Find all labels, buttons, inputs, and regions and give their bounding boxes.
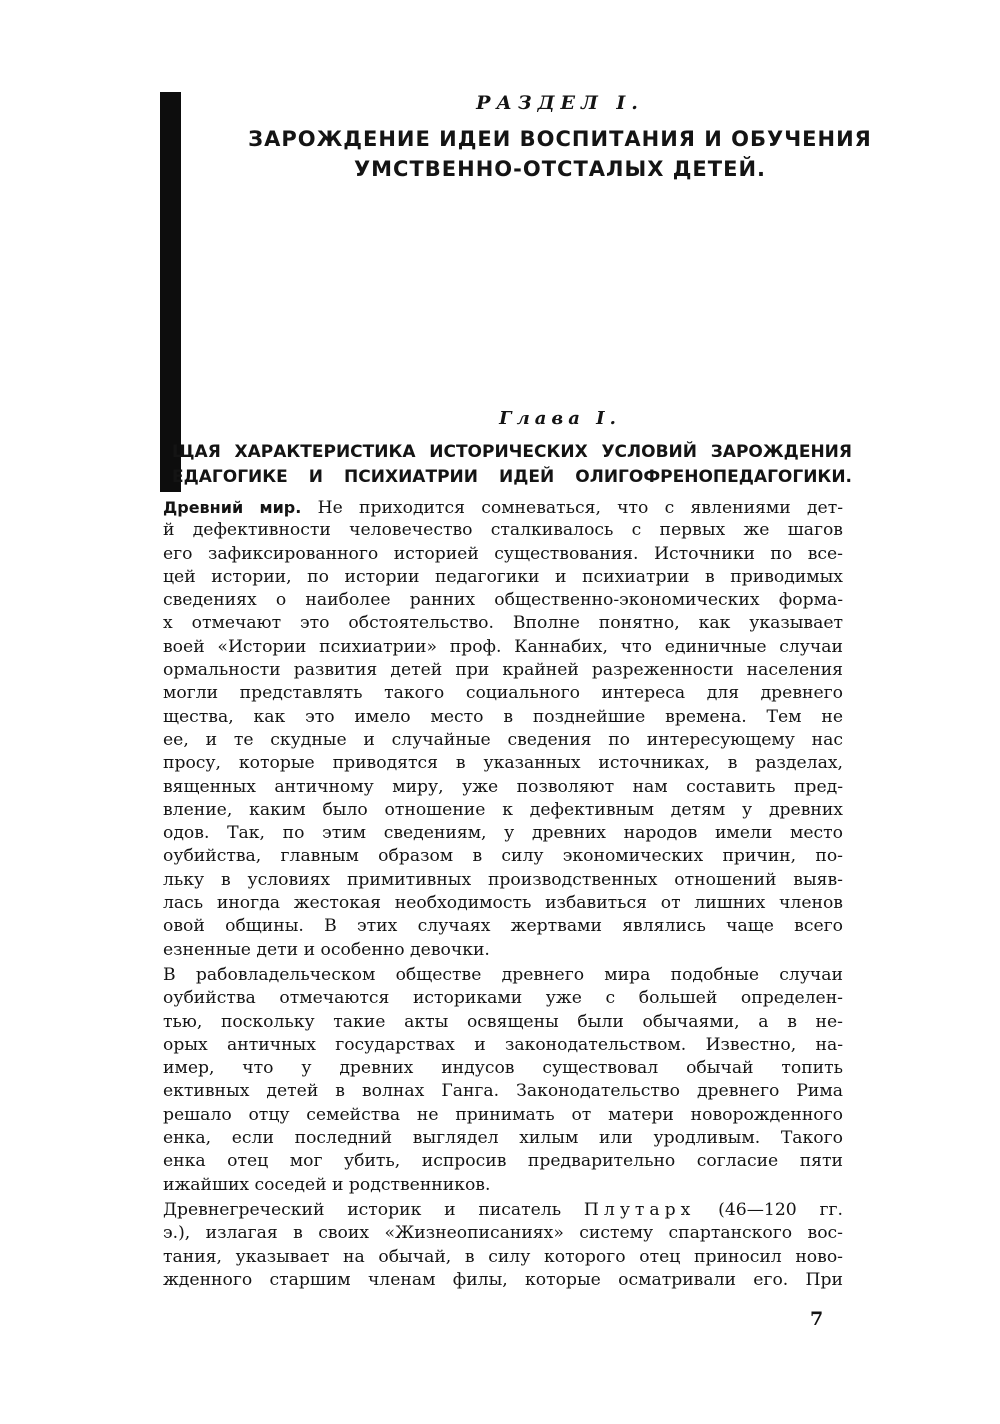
- paragraph-first-line: [163, 1199, 843, 1222]
- text-line: ективных детей в волнах Ганга. Законодательство древнего Рима: [163, 1081, 843, 1102]
- text-line: имер, что у древних индусов существовал обычай топить: [163, 1058, 843, 1079]
- text-line: льку в условиях примитивных производственных отношений выяв-: [163, 869, 843, 890]
- text-line: овой общины. В этих случаях жертвами являлись чаще всего: [163, 916, 843, 937]
- text-line: щества, как это имело место в позднейшие времена. Тем не: [163, 706, 843, 727]
- spaced-name: Плутарх: [583, 1199, 696, 1220]
- text-line: оубийства, главным образом в силу экономических причин, по-: [163, 846, 843, 867]
- text-line: воей «Истории психиатрии» проф. Каннабих, что единичные случаи: [163, 636, 843, 657]
- chapter-label: Глава I.: [499, 408, 621, 429]
- text-line: жденного старшим членам филы, которые осматривали его. При: [163, 1269, 843, 1290]
- text-line: вление, каким было отношение к дефективным детям у древних: [163, 799, 843, 820]
- paragraph-lead: Древний мир.: [163, 498, 302, 517]
- text-line: вященных античному миру, уже позволяют нам составить пред-: [163, 776, 843, 797]
- text-line: орых античных государствах и законодательством. Известно, на-: [163, 1034, 843, 1055]
- text-line: В рабовладельческом обществе древнего мира подобные случаи: [163, 964, 843, 985]
- page-number: 7: [810, 1308, 824, 1330]
- text-line: лась иногда жестокая необходимость избавиться от лишних членов: [163, 893, 843, 914]
- text-line: решало отцу семейства не принимать от матери новорожденного: [163, 1104, 843, 1125]
- text-line: просу, которые приводятся в указанных источниках, в разделах,: [163, 753, 843, 774]
- text-line: тания, указывает на обычай, в силу которого отец приносил ново-: [163, 1246, 843, 1267]
- text-line: могли представлять такого социального интереса для древнего: [163, 683, 843, 704]
- paragraph-first-line: [163, 496, 843, 519]
- text-line: цей истории, по истории педагогики и психиатрии в приводимых: [163, 566, 843, 587]
- chapter-title: [172, 440, 852, 490]
- text-line: тью, поскольку такие акты освящены были обычаями, а в не-: [163, 1011, 843, 1032]
- section-title-line: ЗАРОЖДЕНИЕ ИДЕИ ВОСПИТАНИЯ И ОБУЧЕНИЯ: [248, 127, 872, 151]
- text-span: (46—120 гг.: [695, 1199, 843, 1220]
- text-line: сведениях о наиболее ранних общественно-экономических форма-: [163, 590, 843, 611]
- text-line: ормальности развития детей при крайней разреженности населения: [163, 660, 843, 681]
- text-span: Не приходится сомневаться, что с явлениями дет-: [301, 498, 843, 518]
- text-line: его зафиксированного историей существования. Источники по все-: [163, 543, 843, 564]
- text-line: ее, и те скудные и случайные сведения по интересующему нас: [163, 729, 843, 750]
- section-title-line: УМСТВЕННО-ОТСТАЛЫХ ДЕТЕЙ.: [353, 157, 767, 181]
- text-line: й дефективности человечество сталкивалось с первых же шагов: [163, 520, 843, 541]
- section-title: [150, 124, 970, 184]
- text-line: х отмечают это обстоятельство. Вполне понятно, как указывает: [163, 613, 843, 634]
- text-line: ижайших соседей и родственников.: [163, 1174, 491, 1195]
- text-line: э.), излагая в своих «Жизнеописаниях» систему спартанского вос-: [163, 1223, 843, 1244]
- section-label: РАЗДЕЛ I.: [476, 92, 644, 114]
- chapter-title-line: ЩАЯ ХАРАКТЕРИСТИКА ИСТОРИЧЕСКИХ УСЛОВИЙ ЗАРОЖДЕНИЯ: [172, 442, 852, 462]
- body-text: [163, 496, 843, 1292]
- text-line: енка, если последний выглядел хилым или уродливым. Такого: [163, 1128, 843, 1149]
- text-span: Древнегреческий историк и писатель: [163, 1199, 584, 1220]
- text-line: одов. Так, по этим сведениям, у древних народов имели место: [163, 823, 843, 844]
- text-line: оубийства отмечаются историками уже с большей определен-: [163, 988, 843, 1009]
- text-line: енка отец мог убить, испросив предварительно согласие пяти: [163, 1151, 843, 1172]
- text-line: езненные дети и особенно девочки.: [163, 939, 490, 960]
- chapter-title-line: ЕДАГОГИКЕ И ПСИХИАТРИИ ИДЕЙ ОЛИГОФРЕНОПЕДАГОГИКИ.: [172, 467, 852, 487]
- paragraph-3: [163, 1222, 843, 1292]
- paragraph-2: [163, 964, 843, 1197]
- paragraph-1: [163, 519, 843, 962]
